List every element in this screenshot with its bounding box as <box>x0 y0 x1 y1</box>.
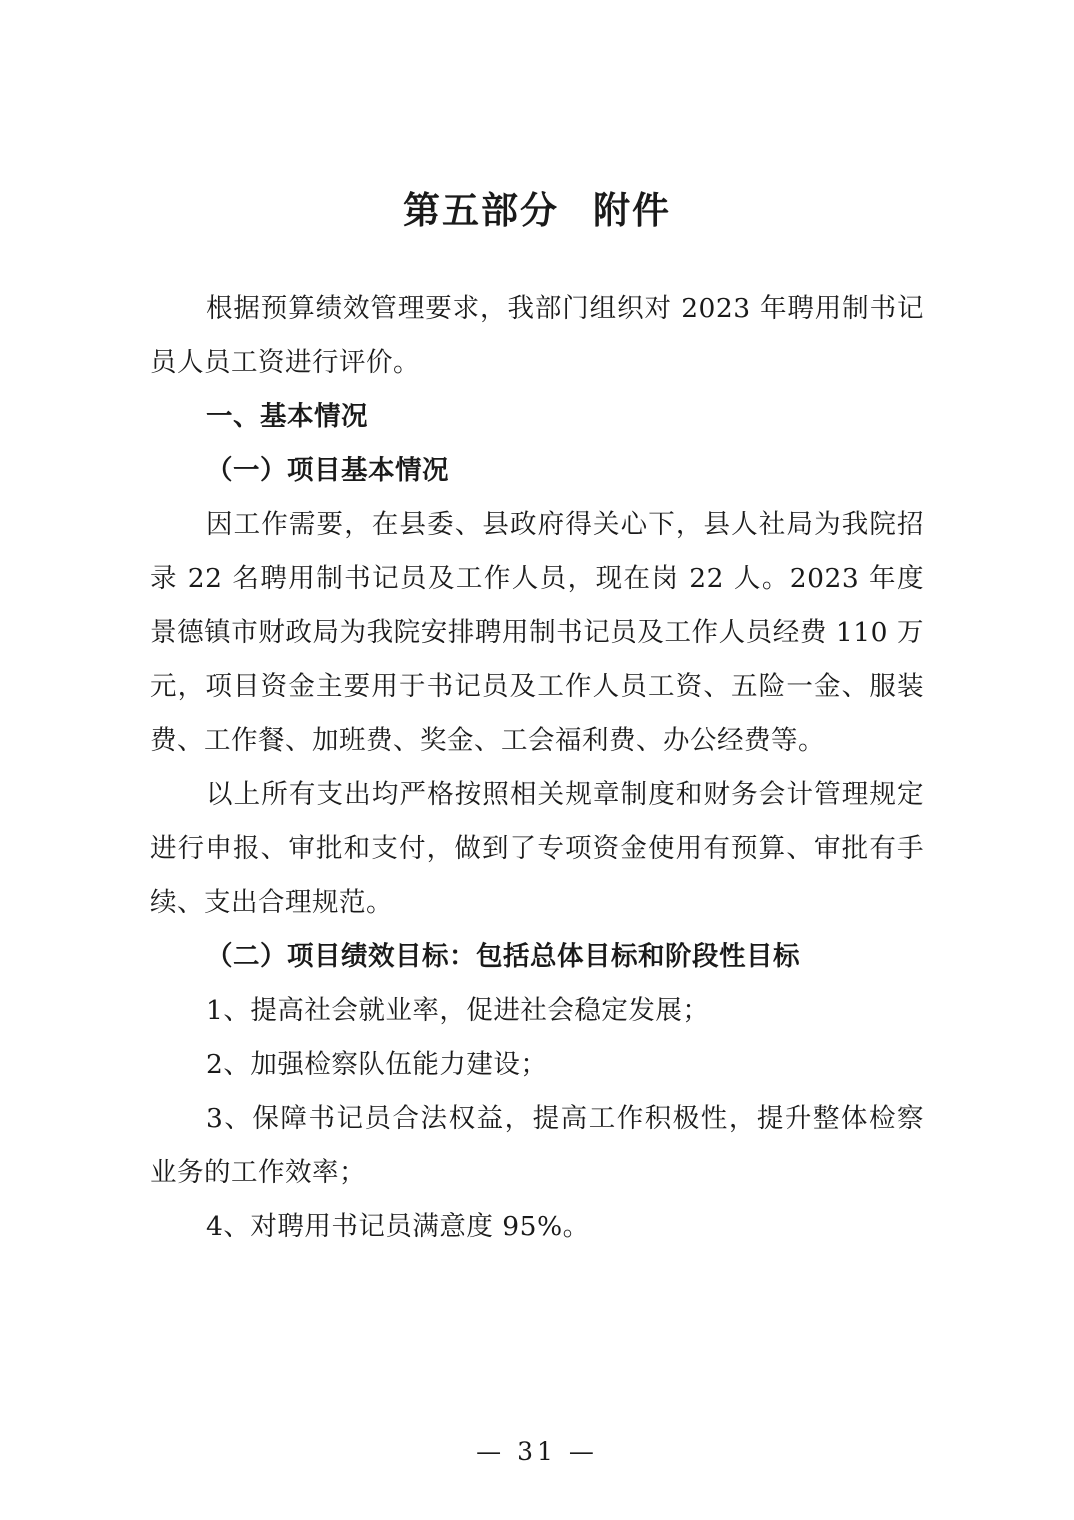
page-title-main: 第五部分 <box>403 188 559 232</box>
list-item-goal-1: 1、提高社会就业率，促进社会稳定发展； <box>206 995 710 1026</box>
paragraph-project-overview: 因工作需要，在县委、县政府得关心下，县人社局为我院招录 22 名聘用制书记员及工作人员，现在岗 22 人。2023 年度景德镇市财政局为我院安排聘用制书记员及工作人员经费 110 万元，项目资金主要用于书记员及工作人员工资、五险一金、服装费、工作餐、加班费、奖金、工会福利费、办公经费等。 <box>150 509 924 756</box>
heading-subsection-one: （一）项目基本情况 <box>206 455 449 486</box>
paragraph-intro: 根据预算绩效管理要求，我部门组织对 2023 年聘用制书记员人员工资进行评价。 <box>150 293 924 378</box>
paragraph-expenditure-compliance: 以上所有支出均严格按照相关规章制度和财务会计管理规定进行申报、审批和支付，做到了专项资金使用有预算、审批有手续、支出合理规范。 <box>150 779 924 918</box>
heading-section-one: 一、基本情况 <box>206 401 368 432</box>
page-number: — 31 — <box>476 1437 598 1466</box>
list-item-goal-2: 2、加强检察队伍能力建设； <box>206 1049 548 1080</box>
page-title <box>150 180 924 234</box>
list-item-goal-4: 4、对聘用书记员满意度 95%。 <box>206 1211 590 1242</box>
heading-subsection-two: （二）项目绩效目标：包括总体目标和阶段性目标 <box>206 941 800 972</box>
page-title-sub: 附件 <box>593 188 671 232</box>
list-item-goal-3: 3、保障书记员合法权益，提高工作积极性，提升整体检察业务的工作效率； <box>150 1103 924 1188</box>
